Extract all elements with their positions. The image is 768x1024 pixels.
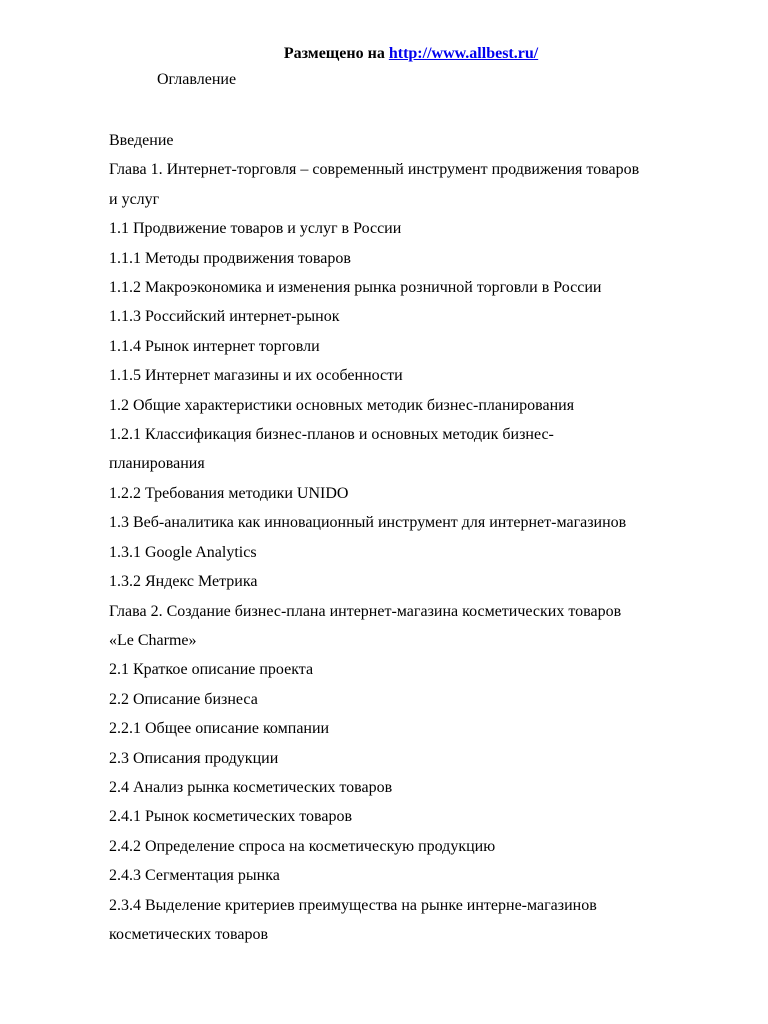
- toc-entry: «Le Charme»: [109, 631, 197, 649]
- toc-entry: и услуг: [109, 190, 160, 208]
- toc-entry: 2.3 Описания продукции: [109, 749, 279, 767]
- header-prefix: Размещено на: [283, 45, 389, 62]
- toc-title: Оглавление: [157, 71, 237, 88]
- toc-entry: планирования: [109, 455, 205, 473]
- toc-entry: Глава 2. Создание бизнес-плана интернет-магазина косметических товаров: [109, 602, 622, 620]
- toc-entry: 2.4.2 Определение спроса на косметическую продукцию: [109, 837, 496, 855]
- toc-entry: 1.3.1 Google Analytics: [109, 543, 257, 561]
- toc-entry: 1.1 Продвижение товаров и услуг в России: [109, 220, 402, 238]
- toc-entry: 1.1.4 Рынок интернет торговли: [109, 337, 320, 355]
- toc-entry: Введение: [109, 132, 174, 149]
- toc-entry: 1.1.3 Российский интернет-рынок: [109, 308, 340, 326]
- toc-entry: 2.2.1 Общее описание компании: [109, 720, 330, 738]
- toc-entry: косметических товаров: [109, 925, 269, 943]
- toc-entry: 1.3 Веб-аналитика как инновационный инструмент для интернет-магазинов: [109, 514, 627, 532]
- toc-entry: 2.2 Описание бизнеса: [109, 690, 258, 708]
- toc-entry: Глава 1. Интернет-торговля – современный инструмент продвижения товаров: [109, 161, 640, 179]
- toc-entry: 1.2 Общие характеристики основных методик бизнес-планирования: [109, 396, 575, 414]
- toc-entry: 2.3.4 Выделение критериев преимущества на рынке интерне-магазинов: [109, 896, 597, 914]
- toc-entry: 2.4 Анализ рынка косметических товаров: [109, 778, 393, 796]
- source-header: [0, 43, 768, 65]
- toc-entries: [109, 126, 721, 949]
- toc-entry: 1.1.2 Макроэкономика и изменения рынка розничной торговли в России: [109, 279, 602, 297]
- toc-entry: 2.4.3 Сегментация рынка: [109, 867, 280, 885]
- toc-entry: 1.1.5 Интернет магазины и их особенности: [109, 367, 403, 385]
- toc-entry: 1.1.1 Методы продвижения товаров: [109, 249, 351, 267]
- toc-entry: 1.3.2 Яндекс Метрика: [109, 573, 258, 591]
- toc-entry: 1.2.2 Требования методики UNIDO: [109, 484, 349, 502]
- source-link[interactable]: http://www.allbest.ru/: [388, 45, 539, 62]
- toc-entry: 2.4.1 Рынок косметических товаров: [109, 808, 352, 826]
- toc-entry: 1.2.1 Классификация бизнес-планов и основных методик бизнес-: [109, 426, 554, 444]
- toc-entry: 2.1 Краткое описание проекта: [109, 661, 314, 679]
